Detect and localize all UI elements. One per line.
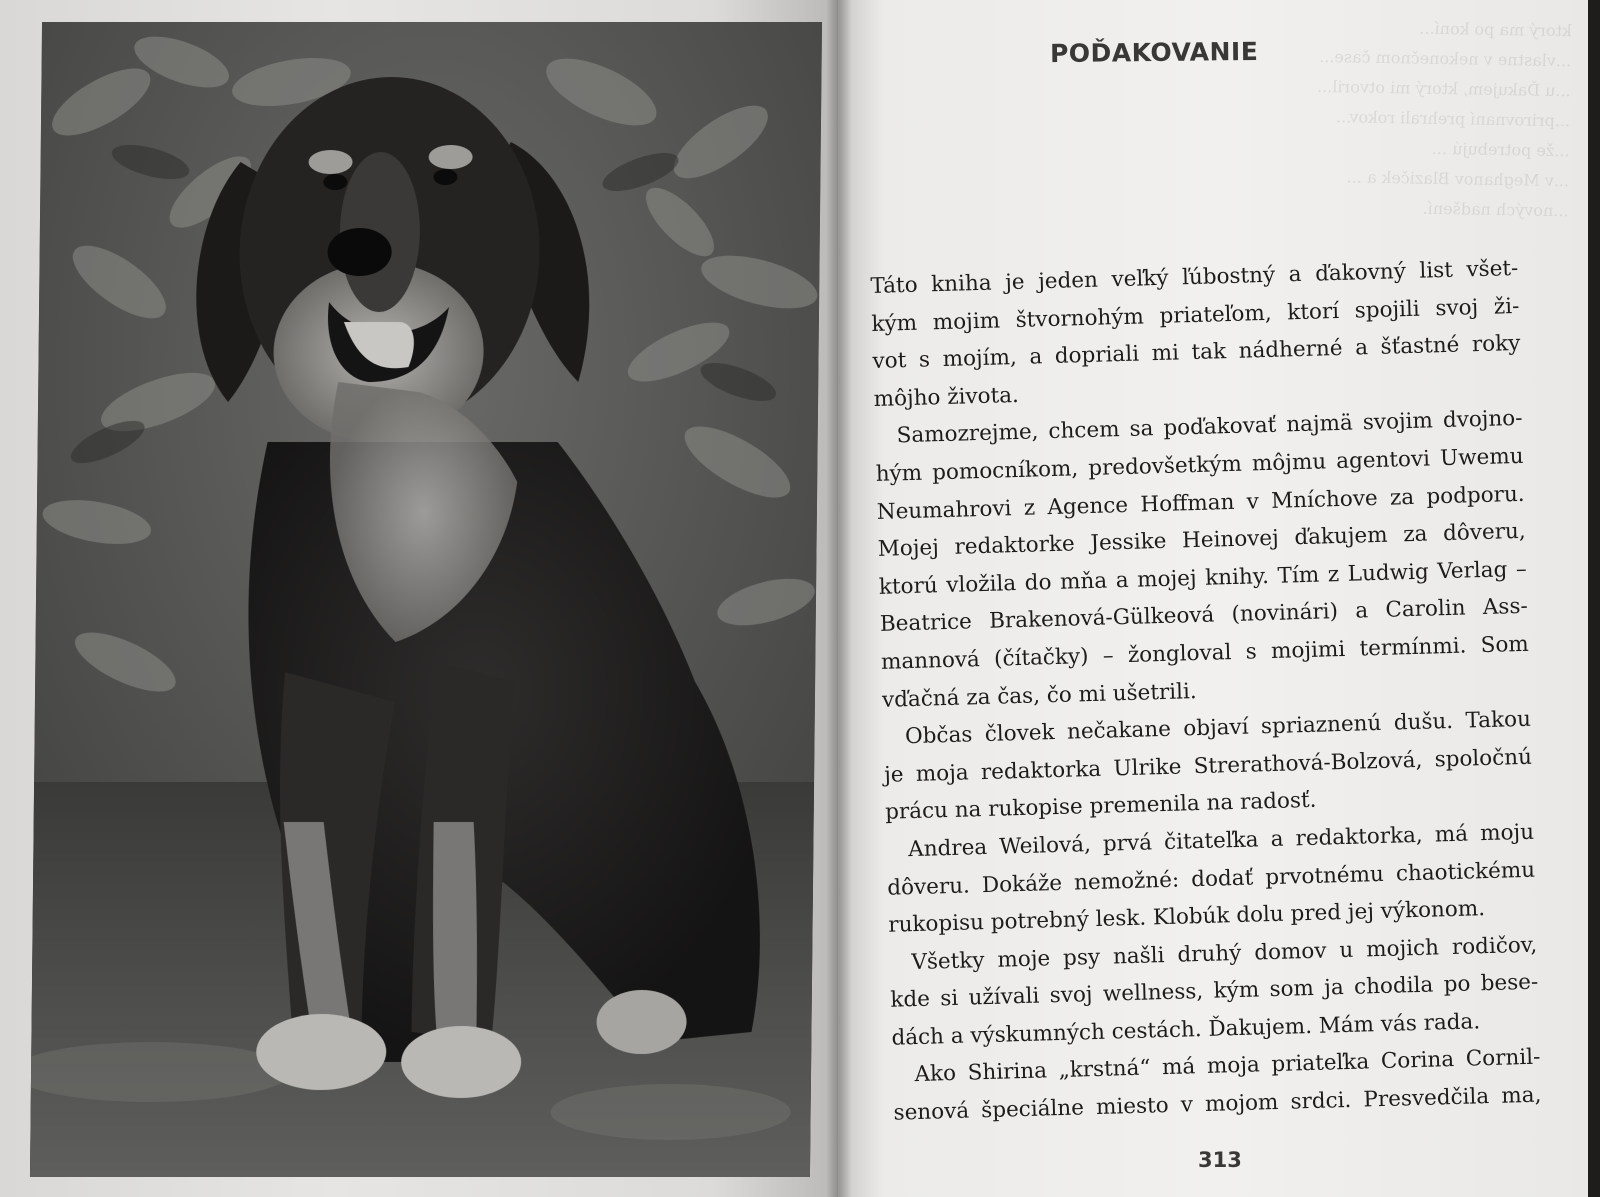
page-edge-shadow [1588, 0, 1600, 1197]
text-line: kde si užívali svoj wellness, kým som ja chodila po bese- [890, 969, 1539, 1013]
text-line: dôveru. Dokáže nemožné: dodať prvotnému chaotickému [886, 857, 1536, 901]
text-line: Občas človek nečakane objaví spriaznenú dušu. Takou [904, 706, 1532, 750]
page-number: 313 [1198, 1148, 1242, 1172]
chapter-heading: POĎAKOVANIE [1049, 36, 1259, 69]
text-line: rukopisu potrebný lesk. Klobúk dolu pred jej výkonom. [888, 896, 1486, 938]
show-through-text: ktorý ma po koní... ...vlastne v nekonečnom čase... ...u Ďakujem, ktorý mi otvoril... ...prirovnaní prehrali rokov... ...že potrebujú ... ...v Meghanov Blaziček a ... ...nových nadšení. [1316, 18, 1572, 221]
text-line: Neumahrovi z Agence Hoffman v Mníchove za podporu. [876, 481, 1525, 525]
dog-photograph [30, 22, 822, 1177]
text-line: dách a výskumných cestách. Ďakujem. Mám vás rada. [891, 1009, 1481, 1051]
text-line: senová špeciálne miesto v mojom srdci. Presvedčila ma, [893, 1082, 1542, 1126]
text-line: je moja redaktorka Ulrike Strerathová-Bolzová, spoločnú [883, 744, 1533, 788]
text-line: môjho života. [873, 382, 1020, 412]
text-line: Beatrice Brakenová-Gülkeová (novinári) a Carolin Ass- [879, 594, 1529, 638]
text-line: Táto kniha je jeden veľký ľúbostný a ďakovný list všet- [870, 255, 1519, 299]
text-line: hým pomocníkom, predovšetkým môjmu agentovi Uwemu [875, 443, 1524, 487]
text-line: Všetky moje psy našli druhý domov u mojich rodičov, [911, 932, 1538, 975]
text-line: prácu na rukopise premenila na radosť. [884, 788, 1317, 826]
text-line: mannová (čítačky) – žongloval s mojimi termínmi. Som [880, 631, 1530, 675]
acknowledgements-body [870, 250, 1542, 1132]
text-line: Ako Shirina „krstná“ má moja priateľka Corina Cornil- [914, 1045, 1541, 1088]
text-line: kým mojim štvornohým priateľom, ktorí spojili svoj ži- [871, 293, 1520, 337]
text-line: ktorú vložila do mňa a mojej knihy. Tím z Ludwig Verlag – [878, 556, 1528, 600]
text-line: Mojej redaktorke Jessike Heinovej ďakujem za dôveru, [877, 518, 1526, 563]
text-line: vot s mojím, a dopriali mi tak nádherné a šťastné roky [872, 331, 1521, 375]
text-line: vďačná za čas, čo mi ušetrili. [881, 678, 1198, 713]
text-line: Samozrejme, chcem sa poďakovať najmä svojim dvojno- [896, 406, 1523, 449]
text-line: Andrea Weilová, prvá čitateľka a redaktorka, má moju [907, 819, 1535, 863]
